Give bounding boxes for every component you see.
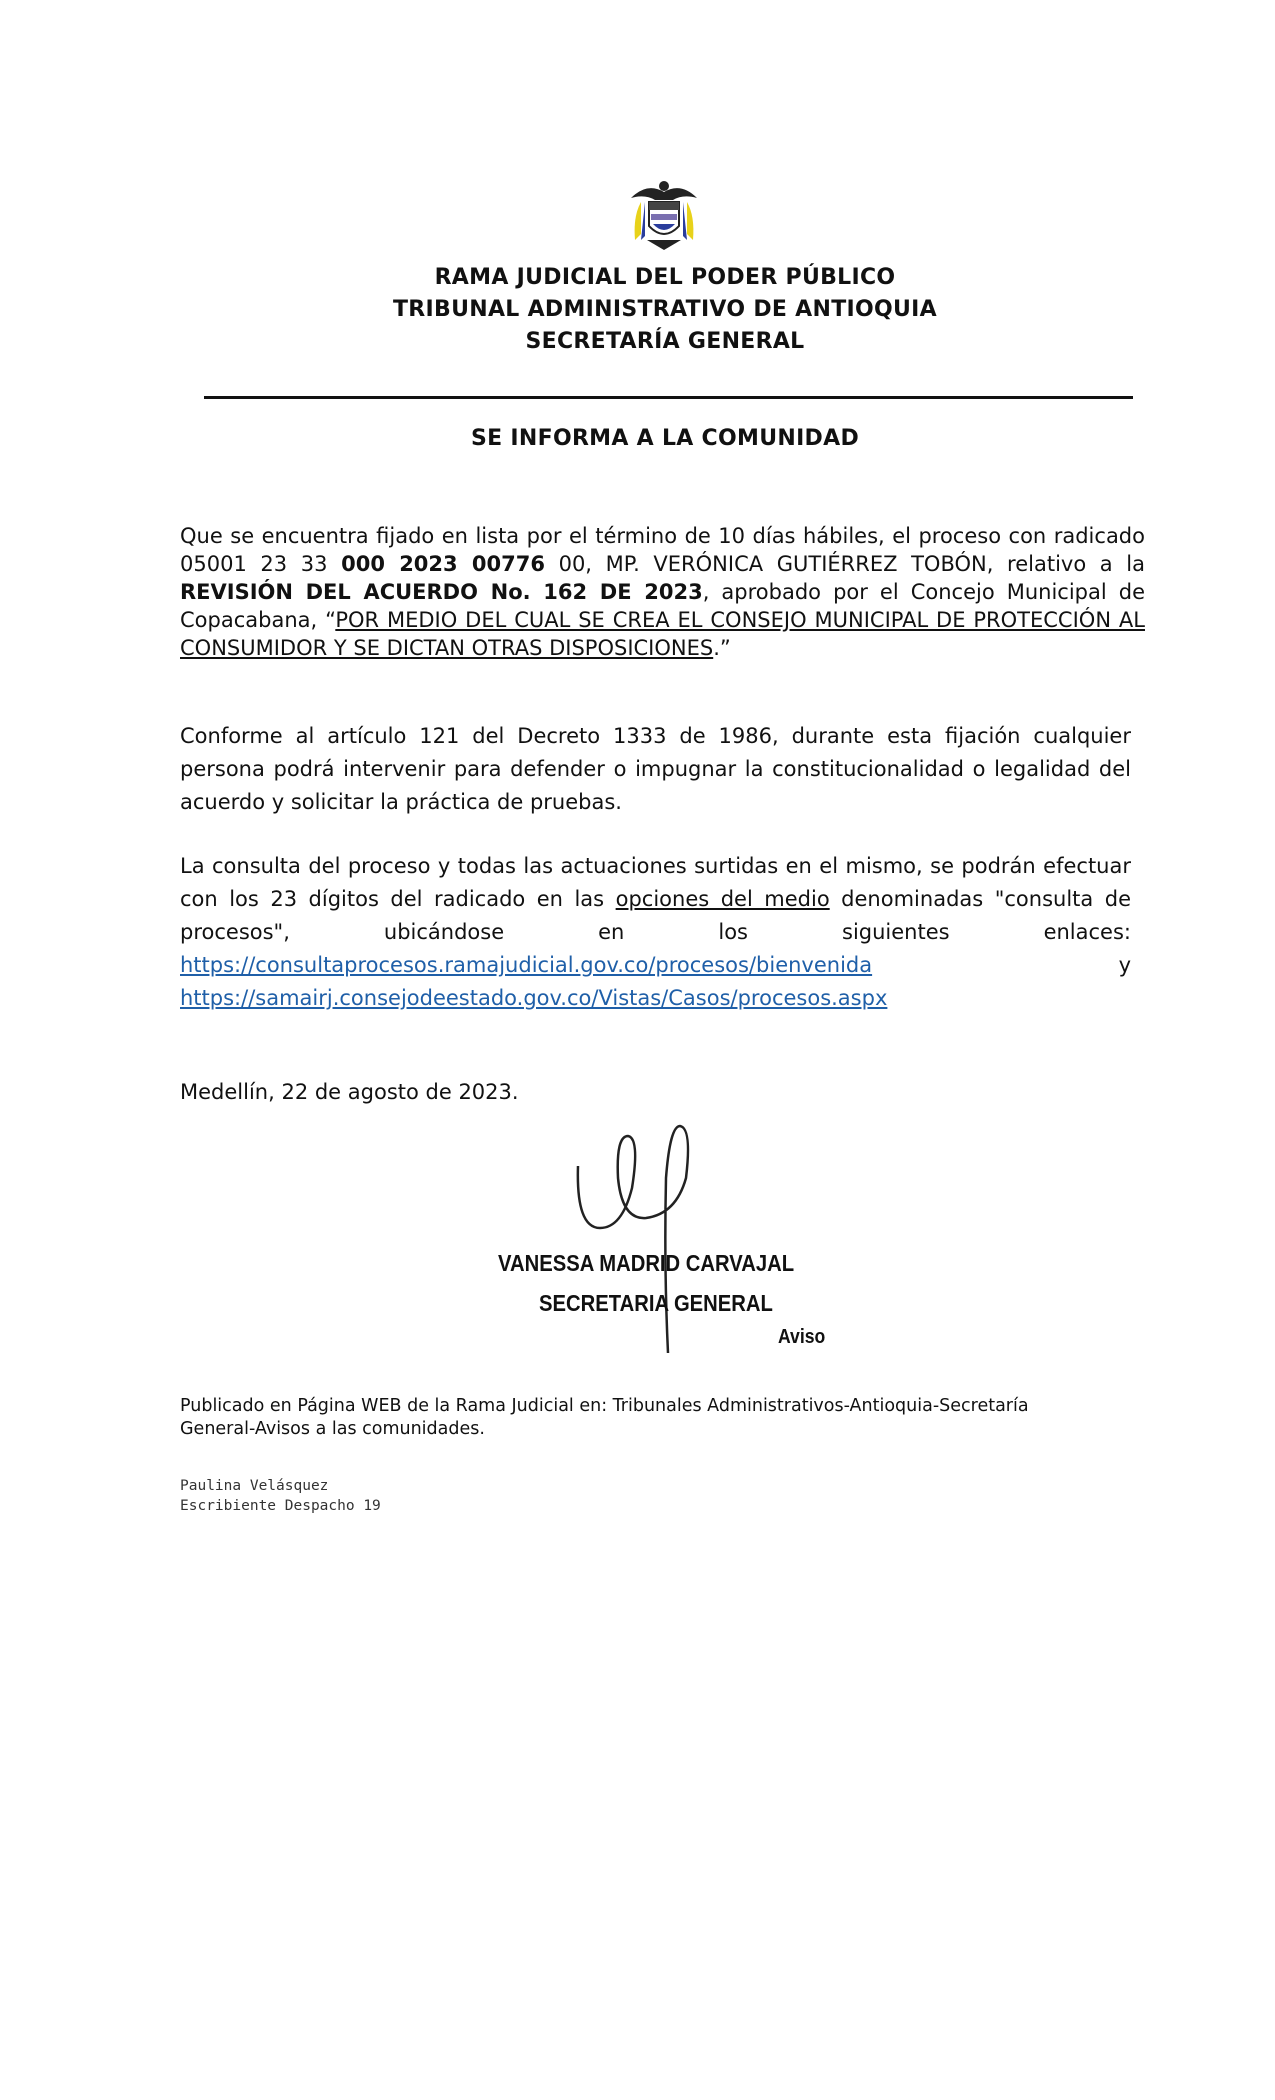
signatory-role: SECRETARIA GENERAL <box>539 1290 773 1316</box>
date: Medellín, 22 de agosto de 2023. <box>180 1080 519 1104</box>
p3-opciones: opciones del medio <box>615 887 830 911</box>
p1-text: Que se encuentra fijado en lista por el término de 10 días hábiles, el proceso con radicado 05001 23 33 <box>180 524 1145 576</box>
p1-acuerdo: REVISIÓN DEL ACUERDO No. 162 DE 2023 <box>180 580 703 604</box>
author-role: Escribiente Despacho 19 <box>180 1498 381 1514</box>
header-line-1: RAMA JUDICIAL DEL PODER PÚBLICO <box>434 265 896 290</box>
p1-text: , aprobado por el Concejo Municipal de Copacabana, “ <box>180 580 1145 632</box>
paragraph-3 <box>180 850 1131 1015</box>
p1-radicado: 000 2023 00776 <box>341 552 545 576</box>
subtitle: SE INFORMA A LA COMUNIDAD <box>470 426 860 451</box>
p3-text: La consulta del proceso y todas las actuaciones surtidas en el mismo, se podrán efectuar con los 23 dígitos del radicado en las <box>180 854 1131 911</box>
publication-note: Publicado en Página WEB de la Rama Judicial en: Tribunales Administrativos-Antioquia-Secretaría General-Avisos a las comunidades. <box>180 1396 1029 1439</box>
signature-note: Aviso <box>778 1326 826 1348</box>
coat-of-arms-emblem <box>627 176 701 256</box>
p1-text: 00, MP. VERÓNICA GUTIÉRREZ TOBÓN, relativo a la <box>544 552 1145 576</box>
header-line-3: SECRETARÍA GENERAL <box>525 329 805 354</box>
signatory-name: VANESSA MADRID CARVAJAL <box>498 1250 795 1276</box>
header-line-2: TRIBUNAL ADMINISTRATIVO DE ANTIOQUIA <box>392 297 937 322</box>
link-samai[interactable]: https://samairj.consejodeestado.gov.co/Vistas/Casos/procesos.aspx <box>180 986 888 1010</box>
link-consulta-procesos[interactable]: https://consultaprocesos.ramajudicial.gov.co/procesos/bienvenida <box>180 953 873 977</box>
p1-acuerdo-title: POR MEDIO DEL CUAL SE CREA EL CONSEJO MUNICIPAL DE PROTECCIÓN AL CONSUMIDOR Y SE DICTAN OTRAS DISPOSICIONES <box>180 608 1145 660</box>
paragraph-1 <box>180 522 1145 662</box>
signature-scribble <box>570 1118 750 1358</box>
p3-text: y <box>872 953 1131 977</box>
paragraph-2: Conforme al artículo 121 del Decreto 1333 de 1986, durante esta fijación cualquier persona podrá intervenir para defender o impugnar la constitucionalidad o legalidad del acuerdo y solicitar la práctica de pruebas. <box>180 724 1131 814</box>
divider <box>204 396 1133 399</box>
author-name: Paulina Velásquez <box>180 1478 329 1494</box>
p3-text: denominadas "consulta de procesos", ubicándose en los siguientes enlaces: <box>180 887 1132 944</box>
p1-text: .” <box>713 636 731 660</box>
